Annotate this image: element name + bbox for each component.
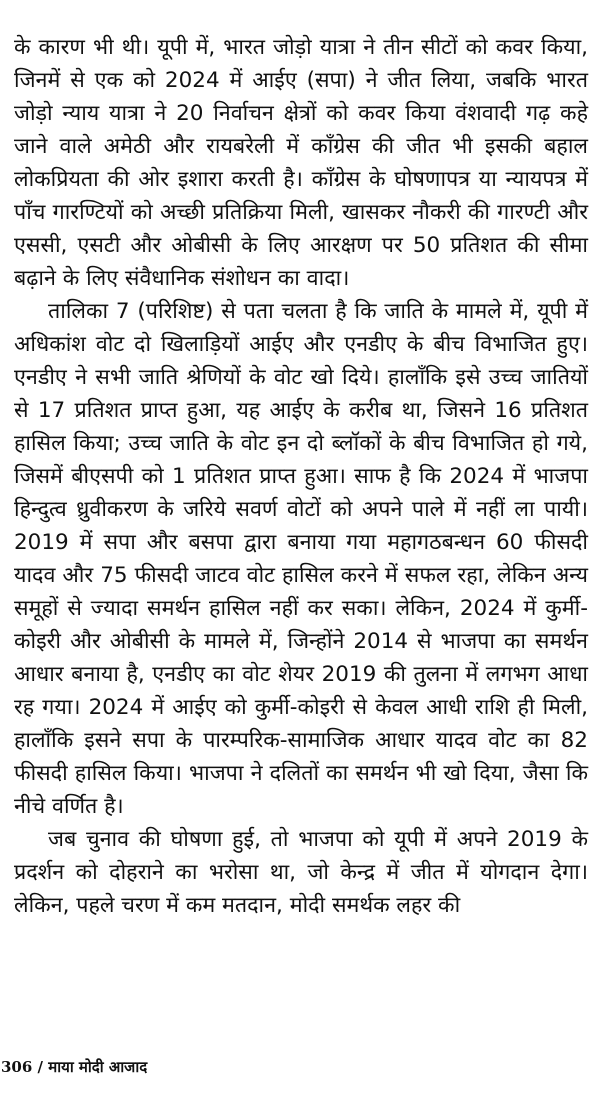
paragraph-election-announcement: जब चुनाव की घोषणा हुई, तो भाजपा को यूपी में अपने 2019 के प्रदर्शन को दोहराने का भरोसा था, जो केन्द्र में जीत में योगदान देगा। लेकिन, पहले चरण में कम मतदान, मोदी समर्थक लहर की: [14, 827, 588, 918]
paragraph-caste-analysis: तालिका 7 (परिशिष्ट) से पता चलता है कि जाति के मामले में, यूपी में अधिकांश वोट दो खिलाड़ियों आईए और एनडीए के बीच विभाजित हुए। एनडीए ने सभी जाति श्रेणियों के वोट खो दिये। हालाँकि इसे उच्च जातियों से 17 प्रतिशत प्राप्त हुआ, यह आईए के करीब था, जिसने 16 प्रतिशत हासिल किया; उच्च जाति के वोट इन दो ब्लॉकों के बीच विभाजित हो गये, जिसमें बीएसपी को 1 प्रतिशत प्राप्त हुआ। साफ है कि 2024 में भाजपा हिन्दुत्व ध्रुवीकरण के जरिये सवर्ण वोटों को अपने पाले में नहीं ला पायी। 2019 में सपा और बसपा द्वारा बनाया गया महागठबन्धन 60 फीसदी यादव और 75 फीसदी जाटव वोट हासिल करने में सफल रहा, लेकिन अन्य समूहों से ज्यादा समर्थन हासिल नहीं कर सका। लेकिन, 2024 में कुर्मी-कोइरी और ओबीसी के मामले में, जिन्होंने 2014 से भाजपा का समर्थन आधार बनाया है, एनडीए का वोट शेयर 2019 की तुलना में लगभग आधा रह गया। 2024 में आईए को कुर्मी-कोइरी से केवल आधी राशि ही मिली, हालाँकि इसने सपा के पारम्परिक-सामाजिक आधार यादव वोट का 82 फीसदी हासिल किया। भाजपा ने दलितों का समर्थन भी खो दिया, जैसा कि नीचे वर्णित है।: [14, 299, 588, 819]
page-footer: [1, 1057, 147, 1077]
footer-separator: /: [37, 1058, 44, 1076]
paragraph-continuation: के कारण भी थी। यूपी में, भारत जोड़ो यात्रा ने तीन सीटों को कवर किया, जिनमें से एक को 2024 में आईए (सपा) ने जीत लिया, जबकि भारत जोड़ो न्याय यात्रा ने 20 निर्वाचन क्षेत्रों को कवर किया वंशवादी गढ़ कहे जाने वाले अमेठी और रायबरेली में कॉंग्रेस की जीत भी इसकी बहाल लोकप्रियता की ओर इशारा करती है। कॉंग्रेस के घोषणापत्र या न्यायपत्र में पाँच गारण्टियों को अच्छी प्रतिक्रिया मिली, खासकर नौकरी की गारण्टी और एससी, एसटी और ओबीसी के लिए आरक्षण पर 50 प्रतिशत की सीमा बढ़ाने के लिए संवैधानिक संशोधन का वादा।: [14, 35, 588, 291]
page-number: 306: [1, 1058, 33, 1076]
book-page: [14, 0, 588, 1097]
running-book-title: माया मोदी आजाद: [48, 1058, 148, 1076]
